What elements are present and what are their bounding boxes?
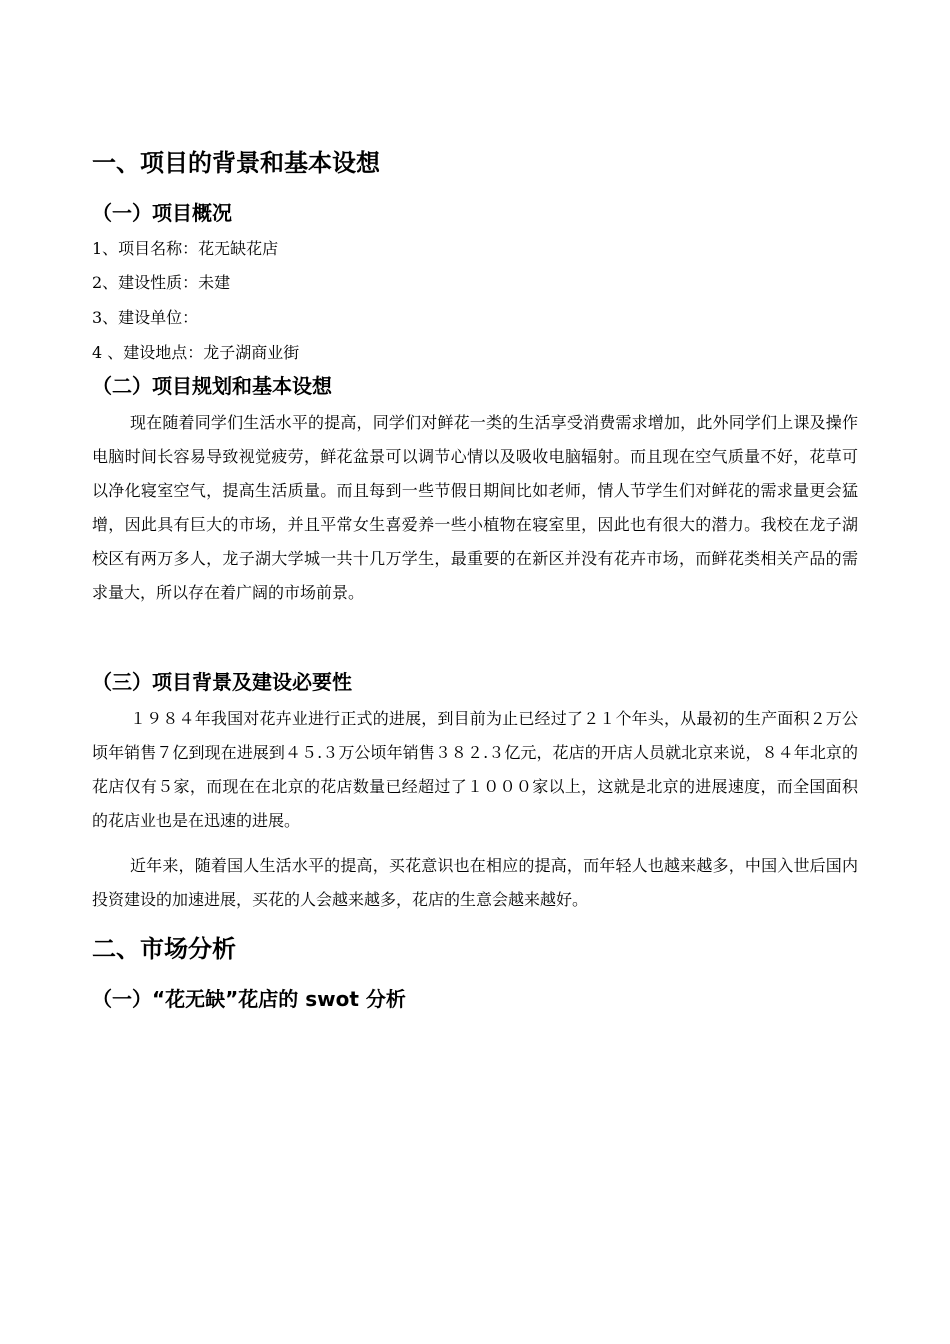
paragraph-trend: 近年来，随着国人生活水平的提高，买花意识也在相应的提高，而年轻人也越来越多，中国入世后国内投资建设的加速进展，买花的人会越来越多，花店的生意会越来越好。 [92, 856, 858, 909]
list-item-construction-site: 4 、建设地点：龙子湖商业街 [92, 343, 300, 362]
paragraph-planning: 现在随着同学们生活水平的提高，同学们对鲜花一类的生活享受消费需求增加，此外同学们上课及操作电脑时间长容易导致视觉疲劳，鲜花盆景可以调节心情以及吸收电脑辐射。而且现在空气质量不好，花草可以净化寝室空气，提高生活质量。而且每到一些节假日期间比如老师，情人节学生们对鲜花的需求量更会猛增，因此具有巨大的市场，并且平常女生喜爱养一些小植物在寝室里，因此也有很大的潜力。我校在龙子湖校区有两万多人，龙子湖大学城一共十几万学生，最重要的在新区并没有花卉市场，而鲜花类相关产品的需求量大，所以存在着广阔的市场前景。 [92, 413, 858, 602]
list-item-construction-unit: 3、建设单位： [92, 308, 199, 327]
subsection-heading-overview: （一）项目概况 [92, 201, 232, 225]
section-heading-background: 一、项目的背景和基本设想 [92, 149, 380, 177]
list-item-project-name: 1、项目名称：花无缺花店 [92, 239, 279, 258]
paragraph-history: １９８４年我国对花卉业进行正式的进展，到目前为止已经过了２１个年头，从最初的生产面积２万公顷年销售７亿到现在进展到４５.３万公顷年销售３８２.３亿元，花店的开店人员就北京来说，８４年北京的花店仅有５家，而现在在北京的花店数量已经超过了１０００家以上，这就是北京的进展速度，而全国面积的花店业也是在迅速的进展。 [92, 709, 858, 830]
subsection-heading-planning: （二）项目规划和基本设想 [92, 374, 332, 398]
subsection-heading-swot: （一）“花无缺”花店的 swot 分析 [92, 987, 406, 1011]
list-item-construction-type: 2、建设性质：未建 [92, 273, 231, 292]
subsection-heading-necessity: （三）项目背景及建设必要性 [92, 670, 352, 694]
section-heading-market-analysis: 二、市场分析 [92, 935, 236, 963]
